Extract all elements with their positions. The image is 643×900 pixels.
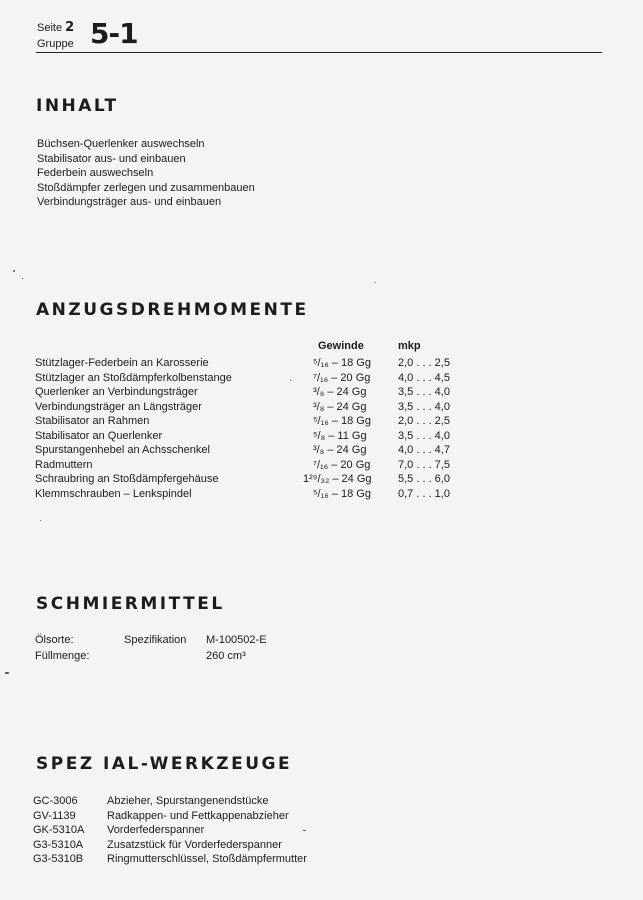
table-row — [35, 372, 475, 387]
torque-mkp: 3,5 . . . 4,0 — [398, 429, 450, 442]
inhalt-item: Federbein auswechseln — [37, 167, 154, 179]
page-label — [37, 21, 74, 35]
table-row — [35, 357, 475, 372]
torque-thread: ⁵/₁₆ – 18 Gg — [313, 357, 371, 369]
header-rule — [36, 52, 602, 53]
torque-thread: ³/₈ – 24 Gg — [313, 386, 367, 398]
tool-desc: Abzieher, Spurstangenendstücke — [107, 795, 269, 807]
schmier-heading: SCHMIERMITTEL — [36, 594, 225, 614]
mkp-column-header: mkp — [398, 340, 421, 352]
group-number: 5-1 — [90, 17, 138, 50]
werkzeuge-heading: SPEZ IAL-WERKZEUGE — [36, 754, 293, 774]
tool-desc: Zusatzstück für Vorderfederspanner — [107, 838, 282, 851]
torque-desc: Schraubring an Stoßdämpfergehäuse — [35, 473, 219, 485]
seite-label: Seite — [37, 22, 63, 34]
torque-mkp: 7,0 . . . 7,5 — [398, 458, 450, 471]
table-row — [35, 444, 475, 459]
torque-desc: Stabilisator an Querlenker — [35, 429, 163, 442]
torque-thread: ⁷/₁₆ – 20 Gg — [313, 371, 371, 384]
torque-mkp: 5,5 . . . 6,0 — [398, 473, 450, 485]
torque-desc: Stabilisator an Rahmen — [35, 415, 150, 427]
torque-desc: Spurstangenhebel an Achsschenkel — [35, 444, 210, 456]
torque-thread: ⁷/₁₆ – 20 Gg — [313, 458, 371, 471]
tool-desc: Ringmutterschlüssel, Stoßdämpfermutter — [107, 853, 307, 865]
table-row — [35, 459, 475, 474]
scan-speck — [13, 270, 15, 272]
oil-type-label: Ölsorte: — [35, 634, 74, 646]
table-row — [35, 473, 475, 488]
table-row — [35, 386, 475, 401]
scan-speck — [290, 380, 291, 381]
torque-desc: Verbindungsträger an Längsträger — [35, 400, 202, 413]
torque-mkp: 0,7 . . . 1,0 — [398, 487, 450, 500]
torque-mkp: 3,5 . . . 4,0 — [398, 400, 450, 413]
page-number: 2 — [65, 20, 75, 35]
scan-speck — [40, 520, 41, 521]
scan-speck — [22, 278, 23, 279]
torque-thread: ³/₈ – 24 Gg — [313, 400, 367, 413]
torque-desc: Radmuttern — [35, 458, 93, 471]
torque-thread: ⁵/₁₆ – 18 Gg — [313, 415, 371, 427]
fill-amount-value: 260 cm³ — [206, 650, 246, 662]
tool-code: G3-5310A — [33, 838, 84, 851]
table-row — [35, 415, 475, 430]
scan-speck — [5, 672, 9, 674]
tool-code: GK-5310A — [33, 824, 85, 836]
inhalt-heading: INHALT — [36, 96, 119, 116]
scan-speck — [303, 830, 306, 831]
torque-desc: Klemmschrauben – Lenkspindel — [35, 487, 192, 500]
torque-mkp: 4,0 . . . 4,7 — [398, 444, 450, 456]
torque-thread: 1²⁹/₃₂ – 24 Gg — [303, 473, 372, 485]
group-label: Gruppe — [37, 38, 74, 50]
table-row — [35, 401, 475, 416]
spec-value: M-100502-E — [206, 634, 267, 646]
torque-desc: Stützlager-Federbein an Karosserie — [35, 357, 209, 369]
inhalt-item: Stabilisator aus- und einbauen — [37, 152, 186, 165]
torque-mkp: 2,0 . . . 2,5 — [398, 357, 450, 369]
inhalt-item: Verbindungsträger aus- und einbauen — [37, 196, 222, 208]
tool-desc: Radkappen- und Fettkappenabzieher — [107, 809, 289, 822]
tool-code: GV-1139 — [33, 809, 76, 822]
inhalt-item: Stoßdämpfer zerlegen und zusammenbauen — [37, 181, 255, 194]
table-row — [35, 488, 475, 503]
tool-code: G3-5310B — [33, 853, 84, 865]
torque-mkp: 2,0 . . . 2,5 — [398, 415, 450, 427]
torque-thread: ⁵/₁₆ – 18 Gg — [313, 487, 371, 500]
anzug-heading: ANZUGSDREHMOMENTE — [36, 300, 309, 320]
tool-desc: Vorderfederspanner — [107, 824, 205, 836]
inhalt-list — [37, 137, 255, 210]
torque-desc: Stützlager an Stoßdämpferkolbenstange — [35, 371, 232, 384]
inhalt-item: Büchsen-Querlenker auswechseln — [37, 138, 205, 150]
table-row — [35, 430, 475, 445]
torque-mkp: 3,5 . . . 4,0 — [398, 386, 450, 398]
fill-amount-label: Füllmenge: — [35, 650, 90, 662]
torque-mkp: 4,0 . . . 4,5 — [398, 371, 450, 384]
scan-speck — [375, 282, 376, 283]
torque-desc: Querlenker an Verbindungsträger — [35, 386, 198, 398]
tool-code: GC-3006 — [33, 795, 78, 807]
torque-thread: ⁵/₈ – 11 Gg — [313, 429, 367, 442]
torque-thread: ³/₈ – 24 Gg — [313, 444, 367, 456]
spec-label: Spezifikation — [124, 634, 187, 646]
thread-column-header: Gewinde — [318, 340, 364, 352]
